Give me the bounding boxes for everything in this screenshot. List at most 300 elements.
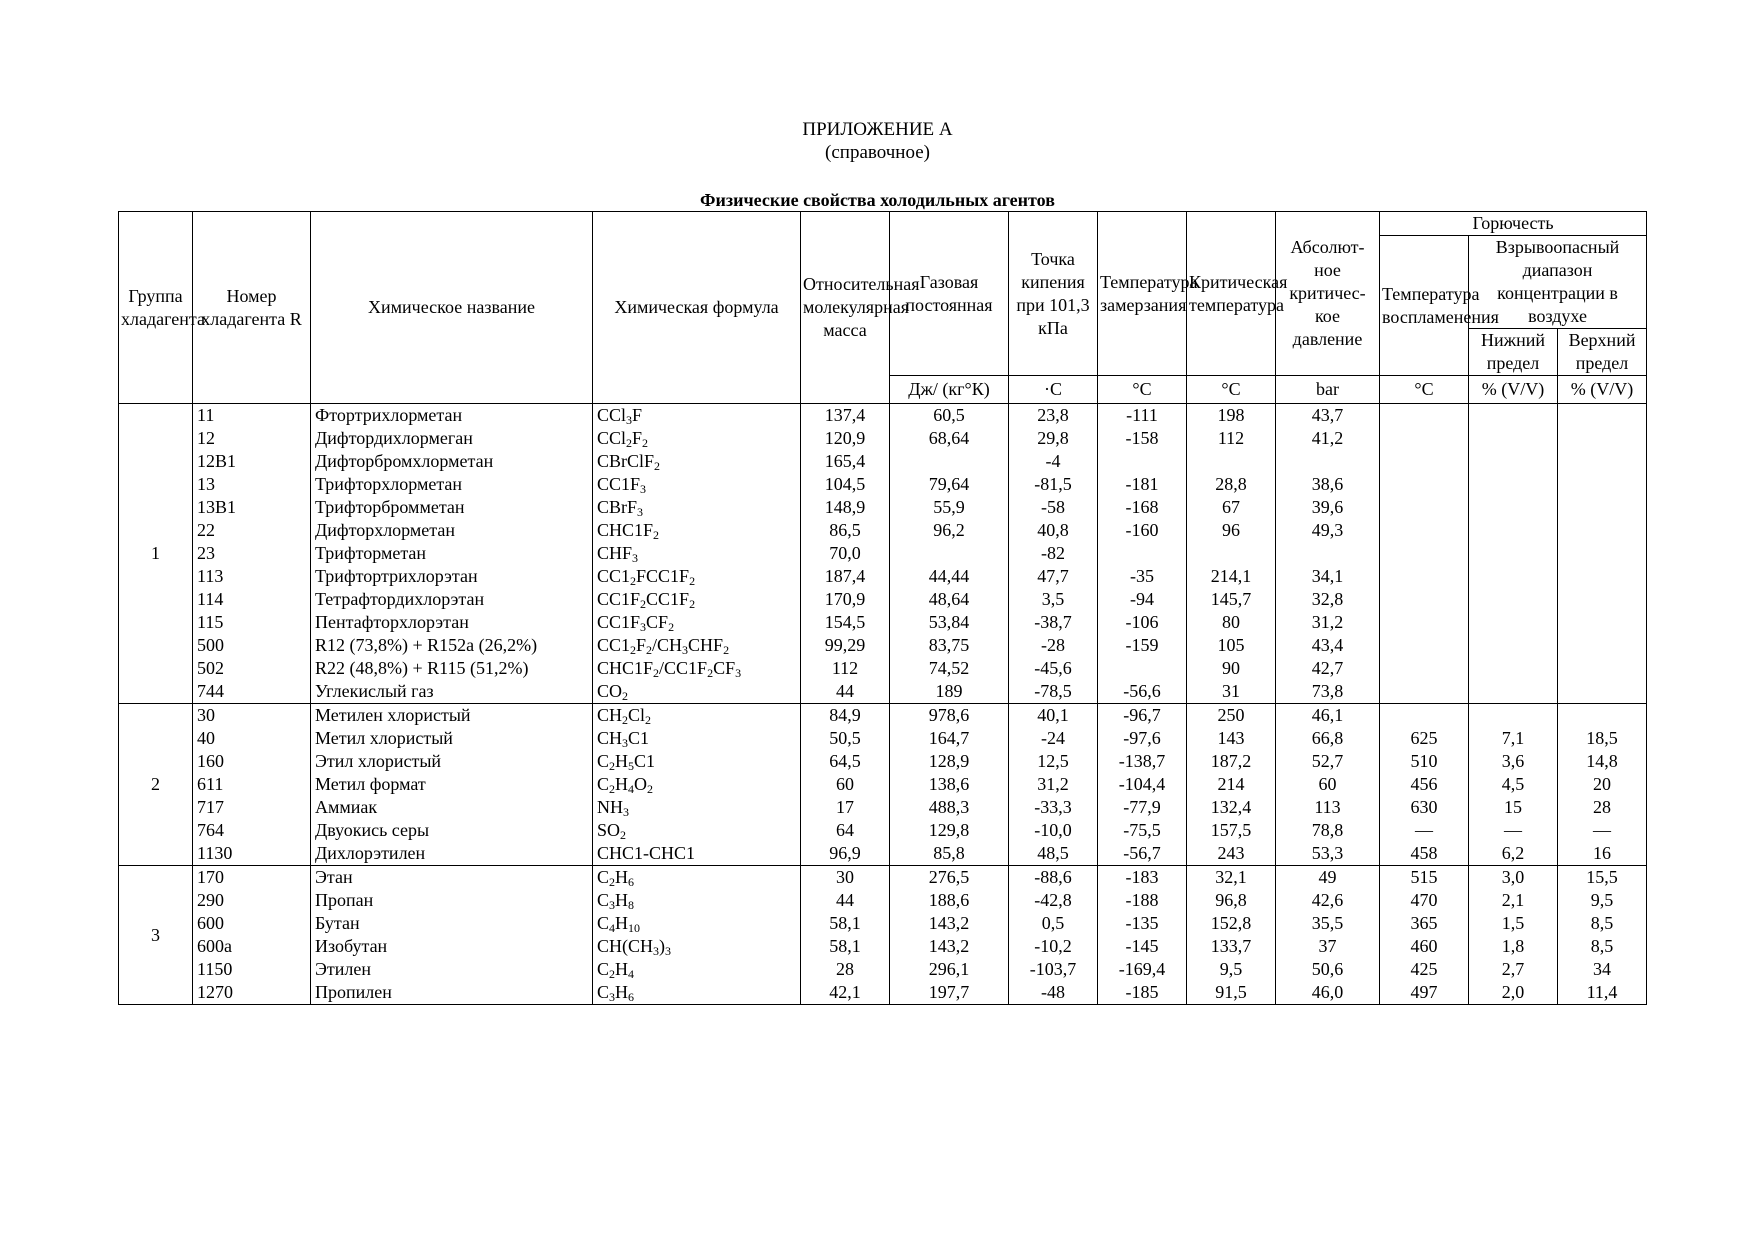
lower-limit-cell: 3,0 bbox=[1469, 866, 1558, 890]
lower-limit-cell: 15 bbox=[1469, 796, 1558, 819]
molecular-mass-cell: 60 bbox=[801, 773, 890, 796]
boiling-point-cell: -78,5 bbox=[1009, 680, 1098, 704]
upper-limit-cell bbox=[1558, 611, 1647, 634]
freezing-temp-cell: -111 bbox=[1098, 404, 1187, 428]
critical-temp-cell bbox=[1187, 542, 1276, 565]
critical-pressure-cell: 78,8 bbox=[1276, 819, 1380, 842]
freezing-temp-cell: -181 bbox=[1098, 473, 1187, 496]
critical-temp-cell: 96 bbox=[1187, 519, 1276, 542]
boiling-point-cell: -45,6 bbox=[1009, 657, 1098, 680]
table-row bbox=[119, 935, 1647, 958]
upper-limit-cell: 15,5 bbox=[1558, 866, 1647, 890]
table-header bbox=[119, 212, 1647, 404]
critical-temp-cell: 214 bbox=[1187, 773, 1276, 796]
molecular-mass-cell: 170,9 bbox=[801, 588, 890, 611]
critical-pressure-cell bbox=[1276, 542, 1380, 565]
table-row bbox=[119, 750, 1647, 773]
table-row bbox=[119, 611, 1647, 634]
critical-temp-cell: 112 bbox=[1187, 427, 1276, 450]
critical-temp-cell: 31 bbox=[1187, 680, 1276, 704]
critical-temp-cell: 91,5 bbox=[1187, 981, 1276, 1005]
freezing-temp-cell bbox=[1098, 450, 1187, 473]
critical-pressure-cell: 42,6 bbox=[1276, 889, 1380, 912]
ignition-temp-cell bbox=[1380, 519, 1469, 542]
boiling-point-cell: 29,8 bbox=[1009, 427, 1098, 450]
header-critical-temp: Критическая температура bbox=[1187, 212, 1276, 376]
freezing-temp-cell: -145 bbox=[1098, 935, 1187, 958]
group-number: 3 bbox=[119, 866, 193, 1005]
refrigerant-number-cell: 1270 bbox=[193, 981, 311, 1005]
upper-limit-cell bbox=[1558, 542, 1647, 565]
freezing-temp-cell: -183 bbox=[1098, 866, 1187, 890]
refrigerant-number-cell: 170 bbox=[193, 866, 311, 890]
critical-temp-cell: 214,1 bbox=[1187, 565, 1276, 588]
molecular-mass-cell: 120,9 bbox=[801, 427, 890, 450]
table-row bbox=[119, 565, 1647, 588]
upper-limit-cell: 18,5 bbox=[1558, 727, 1647, 750]
chemical-name-cell: Этан bbox=[311, 866, 593, 890]
table-row bbox=[119, 796, 1647, 819]
gas-constant-cell: 164,7 bbox=[890, 727, 1009, 750]
chemical-name-cell: Метил хлористый bbox=[311, 727, 593, 750]
freezing-temp-cell: -56,6 bbox=[1098, 680, 1187, 704]
chemical-name-cell: Этилен bbox=[311, 958, 593, 981]
table-row bbox=[119, 496, 1647, 519]
boiling-point-cell: 47,7 bbox=[1009, 565, 1098, 588]
table-row bbox=[119, 404, 1647, 428]
chemical-name-cell: R22 (48,8%) + R115 (51,2%) bbox=[311, 657, 593, 680]
freezing-temp-cell: -185 bbox=[1098, 981, 1187, 1005]
unit-freezing-temp: °С bbox=[1098, 376, 1187, 404]
chemical-formula-cell: $СН_3С1$ bbox=[593, 727, 801, 750]
molecular-mass-cell: 96,9 bbox=[801, 842, 890, 866]
lower-limit-cell: 6,2 bbox=[1469, 842, 1558, 866]
critical-temp-cell: 96,8 bbox=[1187, 889, 1276, 912]
boiling-point-cell: 3,5 bbox=[1009, 588, 1098, 611]
critical-pressure-cell: 43,7 bbox=[1276, 404, 1380, 428]
upper-limit-cell bbox=[1558, 680, 1647, 704]
molecular-mass-cell: 154,5 bbox=[801, 611, 890, 634]
lower-limit-cell bbox=[1469, 427, 1558, 450]
unit-gas-constant: Дж/ (кг°К) bbox=[890, 376, 1009, 404]
freezing-temp-cell: -106 bbox=[1098, 611, 1187, 634]
group-number: 2 bbox=[119, 704, 193, 866]
chemical-formula-cell: $СС1_2FCC1F_2$ bbox=[593, 565, 801, 588]
critical-temp-cell: 9,5 bbox=[1187, 958, 1276, 981]
boiling-point-cell: 40,8 bbox=[1009, 519, 1098, 542]
upper-limit-cell: 11,4 bbox=[1558, 981, 1647, 1005]
lower-limit-cell bbox=[1469, 680, 1558, 704]
header-chemical-name: Химическое название bbox=[311, 212, 593, 404]
upper-limit-cell bbox=[1558, 519, 1647, 542]
refrigerant-number-cell: 114 bbox=[193, 588, 311, 611]
critical-pressure-cell: 46,1 bbox=[1276, 704, 1380, 728]
upper-limit-cell bbox=[1558, 657, 1647, 680]
critical-temp-cell: 157,5 bbox=[1187, 819, 1276, 842]
ignition-temp-cell bbox=[1380, 588, 1469, 611]
molecular-mass-cell: 64,5 bbox=[801, 750, 890, 773]
table-row bbox=[119, 912, 1647, 935]
critical-pressure-cell: 39,6 bbox=[1276, 496, 1380, 519]
gas-constant-cell: 53,84 bbox=[890, 611, 1009, 634]
chemical-formula-cell: $СС1F_3$ bbox=[593, 473, 801, 496]
ignition-temp-cell bbox=[1380, 565, 1469, 588]
table-row bbox=[119, 958, 1647, 981]
upper-limit-cell bbox=[1558, 704, 1647, 728]
ignition-temp-cell bbox=[1380, 657, 1469, 680]
chemical-formula-cell: $СНС1F_2/СС1F_2CF_3$ bbox=[593, 657, 801, 680]
refrigerant-number-cell: 1150 bbox=[193, 958, 311, 981]
critical-pressure-cell: 38,6 bbox=[1276, 473, 1380, 496]
critical-temp-cell: 198 bbox=[1187, 404, 1276, 428]
gas-constant-cell: 44,44 bbox=[890, 565, 1009, 588]
critical-pressure-cell: 113 bbox=[1276, 796, 1380, 819]
critical-temp-cell: 143 bbox=[1187, 727, 1276, 750]
refrigerant-number-cell: 115 bbox=[193, 611, 311, 634]
gas-constant-cell: 188,6 bbox=[890, 889, 1009, 912]
header-number: Номер хладагента R bbox=[193, 212, 311, 404]
ignition-temp-cell: 425 bbox=[1380, 958, 1469, 981]
boiling-point-cell: 40,1 bbox=[1009, 704, 1098, 728]
chemical-name-cell: Трифторхлорметан bbox=[311, 473, 593, 496]
table-row bbox=[119, 981, 1647, 1005]
upper-limit-cell: 16 bbox=[1558, 842, 1647, 866]
boiling-point-cell: -24 bbox=[1009, 727, 1098, 750]
chemical-name-cell: Метил формат bbox=[311, 773, 593, 796]
header-critical-pressure: Абсолют-ное критичес-кое давление bbox=[1276, 212, 1380, 376]
chemical-name-cell: Фтортрихлорметан bbox=[311, 404, 593, 428]
critical-temp-cell: 145,7 bbox=[1187, 588, 1276, 611]
lower-limit-cell: 1,8 bbox=[1469, 935, 1558, 958]
boiling-point-cell: -38,7 bbox=[1009, 611, 1098, 634]
chemical-name-cell: Метилен хлористый bbox=[311, 704, 593, 728]
freezing-temp-cell bbox=[1098, 542, 1187, 565]
chemical-formula-cell: $NH_3$ bbox=[593, 796, 801, 819]
boiling-point-cell: -10,2 bbox=[1009, 935, 1098, 958]
chemical-name-cell: Пентафторхлорэтан bbox=[311, 611, 593, 634]
chemical-name-cell: Трифторбромметан bbox=[311, 496, 593, 519]
molecular-mass-cell: 187,4 bbox=[801, 565, 890, 588]
critical-temp-cell: 67 bbox=[1187, 496, 1276, 519]
gas-constant-cell: 83,75 bbox=[890, 634, 1009, 657]
upper-limit-cell: 34 bbox=[1558, 958, 1647, 981]
freezing-temp-cell: -94 bbox=[1098, 588, 1187, 611]
boiling-point-cell: -81,5 bbox=[1009, 473, 1098, 496]
critical-temp-cell: 90 bbox=[1187, 657, 1276, 680]
header-lower-limit: Нижний предел bbox=[1469, 329, 1558, 376]
critical-pressure-cell: 52,7 bbox=[1276, 750, 1380, 773]
ignition-temp-cell: 630 bbox=[1380, 796, 1469, 819]
critical-temp-cell: 243 bbox=[1187, 842, 1276, 866]
ignition-temp-cell bbox=[1380, 680, 1469, 704]
gas-constant-cell: 978,6 bbox=[890, 704, 1009, 728]
chemical-name-cell: Тетрафтордихлорэтан bbox=[311, 588, 593, 611]
chemical-formula-cell: $C_2H_6$ bbox=[593, 866, 801, 890]
upper-limit-cell bbox=[1558, 427, 1647, 450]
critical-pressure-cell: 41,2 bbox=[1276, 427, 1380, 450]
refrigerant-number-cell: 113 bbox=[193, 565, 311, 588]
ignition-temp-cell: 365 bbox=[1380, 912, 1469, 935]
freezing-temp-cell: -135 bbox=[1098, 912, 1187, 935]
freezing-temp-cell: -160 bbox=[1098, 519, 1187, 542]
critical-pressure-cell: 34,1 bbox=[1276, 565, 1380, 588]
critical-pressure-cell: 31,2 bbox=[1276, 611, 1380, 634]
molecular-mass-cell: 42,1 bbox=[801, 981, 890, 1005]
chemical-name-cell: Дихлорэтилен bbox=[311, 842, 593, 866]
refrigerant-number-cell: 611 bbox=[193, 773, 311, 796]
freezing-temp-cell: -56,7 bbox=[1098, 842, 1187, 866]
lower-limit-cell bbox=[1469, 496, 1558, 519]
upper-limit-cell bbox=[1558, 565, 1647, 588]
boiling-point-cell: -28 bbox=[1009, 634, 1098, 657]
chemical-name-cell: Дифторбромхлорметан bbox=[311, 450, 593, 473]
lower-limit-cell: 4,5 bbox=[1469, 773, 1558, 796]
chemical-formula-cell: $C_4H_{10}$ bbox=[593, 912, 801, 935]
gas-constant-cell: 55,9 bbox=[890, 496, 1009, 519]
chemical-formula-cell: $C_3H_6$ bbox=[593, 981, 801, 1005]
critical-pressure-cell: 73,8 bbox=[1276, 680, 1380, 704]
boiling-point-cell: -88,6 bbox=[1009, 866, 1098, 890]
ignition-temp-cell bbox=[1380, 542, 1469, 565]
refrigerant-number-cell: 12 bbox=[193, 427, 311, 450]
critical-pressure-cell: 60 bbox=[1276, 773, 1380, 796]
table-row bbox=[119, 842, 1647, 866]
upper-limit-cell: 28 bbox=[1558, 796, 1647, 819]
boiling-point-cell: -103,7 bbox=[1009, 958, 1098, 981]
table-row bbox=[119, 634, 1647, 657]
ignition-temp-cell: 456 bbox=[1380, 773, 1469, 796]
gas-constant-cell: 129,8 bbox=[890, 819, 1009, 842]
refrigerant-number-cell: 600а bbox=[193, 935, 311, 958]
unit-critical-temp: °С bbox=[1187, 376, 1276, 404]
ignition-temp-cell bbox=[1380, 450, 1469, 473]
table-row bbox=[119, 773, 1647, 796]
header-freezing-temp: Температура замерзания bbox=[1098, 212, 1187, 376]
critical-temp-cell: 133,7 bbox=[1187, 935, 1276, 958]
molecular-mass-cell: 44 bbox=[801, 680, 890, 704]
freezing-temp-cell: -77,9 bbox=[1098, 796, 1187, 819]
ignition-temp-cell bbox=[1380, 704, 1469, 728]
refrigerant-number-cell: 502 bbox=[193, 657, 311, 680]
boiling-point-cell: 0,5 bbox=[1009, 912, 1098, 935]
chemical-name-cell: Трифторметан bbox=[311, 542, 593, 565]
ignition-temp-cell bbox=[1380, 404, 1469, 428]
refrigerant-number-cell: 600 bbox=[193, 912, 311, 935]
freezing-temp-cell: -97,6 bbox=[1098, 727, 1187, 750]
gas-constant-cell bbox=[890, 542, 1009, 565]
chemical-name-cell: Дифторхлорметан bbox=[311, 519, 593, 542]
header-explosive-range: Взрывоопасный диапазон концентрации в воздухе bbox=[1469, 236, 1647, 329]
chemical-name-cell: Дифтордихлормеган bbox=[311, 427, 593, 450]
refrigerant-group bbox=[119, 704, 1647, 866]
unit-boiling-point: ·С bbox=[1009, 376, 1098, 404]
upper-limit-cell: 8,5 bbox=[1558, 935, 1647, 958]
boiling-point-cell: -48 bbox=[1009, 981, 1098, 1005]
boiling-point-cell: 31,2 bbox=[1009, 773, 1098, 796]
molecular-mass-cell: 50,5 bbox=[801, 727, 890, 750]
critical-temp-cell: 187,2 bbox=[1187, 750, 1276, 773]
lower-limit-cell bbox=[1469, 542, 1558, 565]
upper-limit-cell: 20 bbox=[1558, 773, 1647, 796]
molecular-mass-cell: 28 bbox=[801, 958, 890, 981]
table-row bbox=[119, 519, 1647, 542]
freezing-temp-cell: -169,4 bbox=[1098, 958, 1187, 981]
gas-constant-cell: 74,52 bbox=[890, 657, 1009, 680]
molecular-mass-cell: 84,9 bbox=[801, 704, 890, 728]
refrigerant-number-cell: 764 bbox=[193, 819, 311, 842]
header-ignition-temp: Температура воспламенения bbox=[1380, 236, 1469, 376]
table-row bbox=[119, 704, 1647, 728]
lower-limit-cell bbox=[1469, 450, 1558, 473]
upper-limit-cell bbox=[1558, 450, 1647, 473]
header-upper-limit: Верхний предел bbox=[1558, 329, 1647, 376]
chemical-formula-cell: $СС1_2F_2/CH_3CHF_2$ bbox=[593, 634, 801, 657]
critical-temp-cell: 80 bbox=[1187, 611, 1276, 634]
ignition-temp-cell: — bbox=[1380, 819, 1469, 842]
table-row bbox=[119, 819, 1647, 842]
boiling-point-cell: 23,8 bbox=[1009, 404, 1098, 428]
chemical-formula-cell: $СНС1F_2$ bbox=[593, 519, 801, 542]
header-chemical-formula: Химическая формула bbox=[593, 212, 801, 404]
upper-limit-cell bbox=[1558, 588, 1647, 611]
critical-pressure-cell: 37 bbox=[1276, 935, 1380, 958]
upper-limit-cell: 14,8 bbox=[1558, 750, 1647, 773]
refrigerant-number-cell: 30 bbox=[193, 704, 311, 728]
upper-limit-cell bbox=[1558, 473, 1647, 496]
upper-limit-cell: 9,5 bbox=[1558, 889, 1647, 912]
gas-constant-cell: 48,64 bbox=[890, 588, 1009, 611]
gas-constant-cell: 79,64 bbox=[890, 473, 1009, 496]
lower-limit-cell bbox=[1469, 404, 1558, 428]
chemical-formula-cell: $С_2Н_5С1$ bbox=[593, 750, 801, 773]
gas-constant-cell: 189 bbox=[890, 680, 1009, 704]
boiling-point-cell: 12,5 bbox=[1009, 750, 1098, 773]
ignition-temp-cell bbox=[1380, 634, 1469, 657]
critical-pressure-cell: 50,6 bbox=[1276, 958, 1380, 981]
chemical-formula-cell: $СС1F_3CF_2$ bbox=[593, 611, 801, 634]
critical-pressure-cell: 35,5 bbox=[1276, 912, 1380, 935]
chemical-name-cell: Этил хлористый bbox=[311, 750, 593, 773]
chemical-formula-cell: $CO_2$ bbox=[593, 680, 801, 704]
chemical-name-cell: Двуокись серы bbox=[311, 819, 593, 842]
lower-limit-cell: 3,6 bbox=[1469, 750, 1558, 773]
gas-constant-cell: 296,1 bbox=[890, 958, 1009, 981]
unit-lower-limit: % (V/V) bbox=[1469, 376, 1558, 404]
boiling-point-cell: -42,8 bbox=[1009, 889, 1098, 912]
lower-limit-cell bbox=[1469, 704, 1558, 728]
refrigerant-number-cell: 500 bbox=[193, 634, 311, 657]
lower-limit-cell: 2,1 bbox=[1469, 889, 1558, 912]
chemical-formula-cell: $C_2H_4O_2$ bbox=[593, 773, 801, 796]
chemical-formula-cell: CCl$_3$F bbox=[593, 404, 801, 428]
unit-critical-pressure: bar bbox=[1276, 376, 1380, 404]
table-row bbox=[119, 542, 1647, 565]
chemical-formula-cell: CBrF$_3$ bbox=[593, 496, 801, 519]
unit-upper-limit: % (V/V) bbox=[1558, 376, 1647, 404]
critical-pressure-cell: 32,8 bbox=[1276, 588, 1380, 611]
chemical-name-cell: Пропан bbox=[311, 889, 593, 912]
ignition-temp-cell: 497 bbox=[1380, 981, 1469, 1005]
molecular-mass-cell: 64 bbox=[801, 819, 890, 842]
ignition-temp-cell bbox=[1380, 496, 1469, 519]
ignition-temp-cell bbox=[1380, 611, 1469, 634]
critical-temp-cell: 132,4 bbox=[1187, 796, 1276, 819]
freezing-temp-cell: -188 bbox=[1098, 889, 1187, 912]
gas-constant-cell bbox=[890, 450, 1009, 473]
lower-limit-cell bbox=[1469, 657, 1558, 680]
table-row bbox=[119, 588, 1647, 611]
table-row bbox=[119, 889, 1647, 912]
molecular-mass-cell: 30 bbox=[801, 866, 890, 890]
critical-temp-cell: 32,1 bbox=[1187, 866, 1276, 890]
lower-limit-cell bbox=[1469, 473, 1558, 496]
gas-constant-cell: 143,2 bbox=[890, 935, 1009, 958]
chemical-name-cell: R12 (73,8%) + R152a (26,2%) bbox=[311, 634, 593, 657]
molecular-mass-cell: 104,5 bbox=[801, 473, 890, 496]
critical-temp-cell: 152,8 bbox=[1187, 912, 1276, 935]
critical-pressure-cell: 49 bbox=[1276, 866, 1380, 890]
refrigerant-group bbox=[119, 404, 1647, 704]
gas-constant-cell: 488,3 bbox=[890, 796, 1009, 819]
chemical-formula-cell: $СС1F_2СС1F_2$ bbox=[593, 588, 801, 611]
molecular-mass-cell: 99,29 bbox=[801, 634, 890, 657]
table-row bbox=[119, 866, 1647, 890]
critical-pressure-cell: 66,8 bbox=[1276, 727, 1380, 750]
header-group: Группа хладагента bbox=[119, 212, 193, 404]
gas-constant-cell: 128,9 bbox=[890, 750, 1009, 773]
gas-constant-cell: 68,64 bbox=[890, 427, 1009, 450]
group-number: 1 bbox=[119, 404, 193, 704]
refrigerant-number-cell: 12В1 bbox=[193, 450, 311, 473]
boiling-point-cell: -82 bbox=[1009, 542, 1098, 565]
gas-constant-cell: 60,5 bbox=[890, 404, 1009, 428]
ignition-temp-cell: 458 bbox=[1380, 842, 1469, 866]
refrigerant-number-cell: 290 bbox=[193, 889, 311, 912]
boiling-point-cell: -33,3 bbox=[1009, 796, 1098, 819]
lower-limit-cell: 2,7 bbox=[1469, 958, 1558, 981]
chemical-formula-cell: СНС1-СНС1 bbox=[593, 842, 801, 866]
gas-constant-cell: 143,2 bbox=[890, 912, 1009, 935]
refrigerant-number-cell: 1130 bbox=[193, 842, 311, 866]
boiling-point-cell: -58 bbox=[1009, 496, 1098, 519]
freezing-temp-cell: -96,7 bbox=[1098, 704, 1187, 728]
lower-limit-cell bbox=[1469, 611, 1558, 634]
chemical-name-cell: Трифтортрихлорэтан bbox=[311, 565, 593, 588]
gas-constant-cell: 197,7 bbox=[890, 981, 1009, 1005]
gas-constant-cell: 138,6 bbox=[890, 773, 1009, 796]
critical-pressure-cell: 42,7 bbox=[1276, 657, 1380, 680]
refrigerant-properties-table bbox=[118, 211, 1647, 1005]
upper-limit-cell: 8,5 bbox=[1558, 912, 1647, 935]
unit-ignition-temp: °С bbox=[1380, 376, 1469, 404]
molecular-mass-cell: 44 bbox=[801, 889, 890, 912]
chemical-formula-cell: CBrClF$_2$ bbox=[593, 450, 801, 473]
ignition-temp-cell: 515 bbox=[1380, 866, 1469, 890]
refrigerant-number-cell: 40 bbox=[193, 727, 311, 750]
chemical-name-cell: Аммиак bbox=[311, 796, 593, 819]
refrigerant-number-cell: 13В1 bbox=[193, 496, 311, 519]
chemical-name-cell: Пропилен bbox=[311, 981, 593, 1005]
molecular-mass-cell: 112 bbox=[801, 657, 890, 680]
chemical-name-cell: Углекислый газ bbox=[311, 680, 593, 704]
table-row bbox=[119, 680, 1647, 704]
appendix-heading: ПРИЛОЖЕНИЕ А bbox=[802, 119, 953, 140]
critical-pressure-cell: 49,3 bbox=[1276, 519, 1380, 542]
table-row bbox=[119, 450, 1647, 473]
refrigerant-number-cell: 160 bbox=[193, 750, 311, 773]
refrigerant-number-cell: 22 bbox=[193, 519, 311, 542]
molecular-mass-cell: 17 bbox=[801, 796, 890, 819]
